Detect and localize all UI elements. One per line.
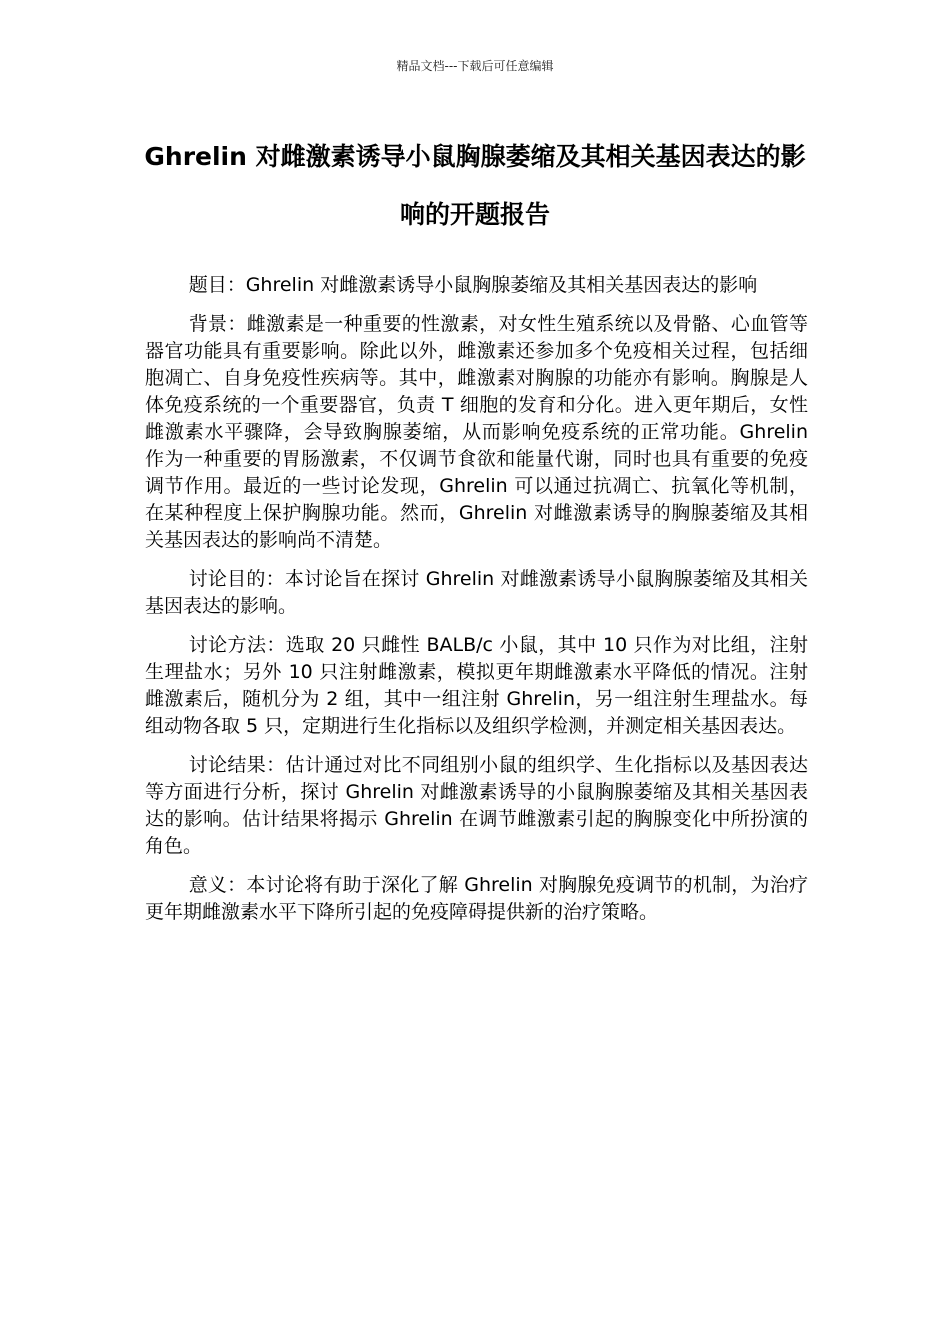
section-objective [145, 566, 808, 620]
section-label: 讨论结果： [188, 754, 286, 776]
section-background [145, 311, 808, 554]
document-body [145, 272, 808, 938]
section-topic [145, 272, 808, 299]
document-title: Ghrelin 对雌激素诱导小鼠胸腺萎缩及其相关基因表达的影响的开题报告 [144, 142, 806, 229]
section-results [145, 752, 808, 860]
section-text: Ghrelin 对雌激素诱导小鼠胸腺萎缩及其相关基因表达的影响 [245, 274, 758, 296]
section-text: 选取 20 只雌性 BALB/c 小鼠，其中 10 只作为对比组，注射生理盐水；另外 10 只注射雌激素，模拟更年期雌激素水平降低的情况。注射雌激素后，随机分为 2 组，其中一组注射 Ghrelin，另一组注射生理盐水。每组动物各取 5 只，定期进行生化指标以及组织学检测，并测定相关基因表达。 [145, 634, 808, 737]
section-significance [145, 872, 808, 926]
section-label: 讨论方法： [188, 634, 286, 656]
section-text: 本讨论将有助于深化了解 Ghrelin 对胸腺免疫调节的机制，为治疗更年期雌激素水平下降所引起的免疫障碍提供新的治疗策略。 [145, 874, 808, 923]
header-note: 精品文档---下载后可任意编辑 [396, 59, 554, 73]
section-text: 本讨论旨在探讨 Ghrelin 对雌激素诱导小鼠胸腺萎缩及其相关基因表达的影响。 [145, 568, 808, 617]
section-label: 背景： [188, 313, 247, 335]
section-text: 雌激素是一种重要的性激素，对女性生殖系统以及骨骼、心血管等器官功能具有重要影响。除此以外，雌激素还参加多个免疫相关过程，包括细胞凋亡、自身免疫性疾病等。其中，雌激素对胸腺的功能亦有影响。胸腺是人体免疫系统的一个重要器官，负责 T 细胞的发育和分化。进入更年期后，女性雌激素水平骤降，会导致胸腺萎缩，从而影响免疫系统的正常功能。Ghrelin 作为一种重要的胃肠激素，不仅调节食欲和能量代谢，同时也具有重要的免疫调节作用。最近的一些讨论发现，Ghrelin 可以通过抗凋亡、抗氧化等机制，在某种程度上保护胸腺功能。然而，Ghrelin 对雌激素诱导的胸腺萎缩及其相关基因表达的影响尚不清楚。 [145, 313, 808, 551]
section-label: 题目： [188, 274, 246, 296]
section-methods [145, 632, 808, 740]
section-label: 意义： [188, 874, 247, 896]
section-label: 讨论目的： [188, 568, 285, 590]
section-text: 估计通过对比不同组别小鼠的组织学、生化指标以及基因表达等方面进行分析，探讨 Ghrelin 对雌激素诱导的小鼠胸腺萎缩及其相关基因表达的影响。估计结果将揭示 Ghrelin 在调节雌激素引起的胸腺变化中所扮演的角色。 [145, 754, 808, 857]
